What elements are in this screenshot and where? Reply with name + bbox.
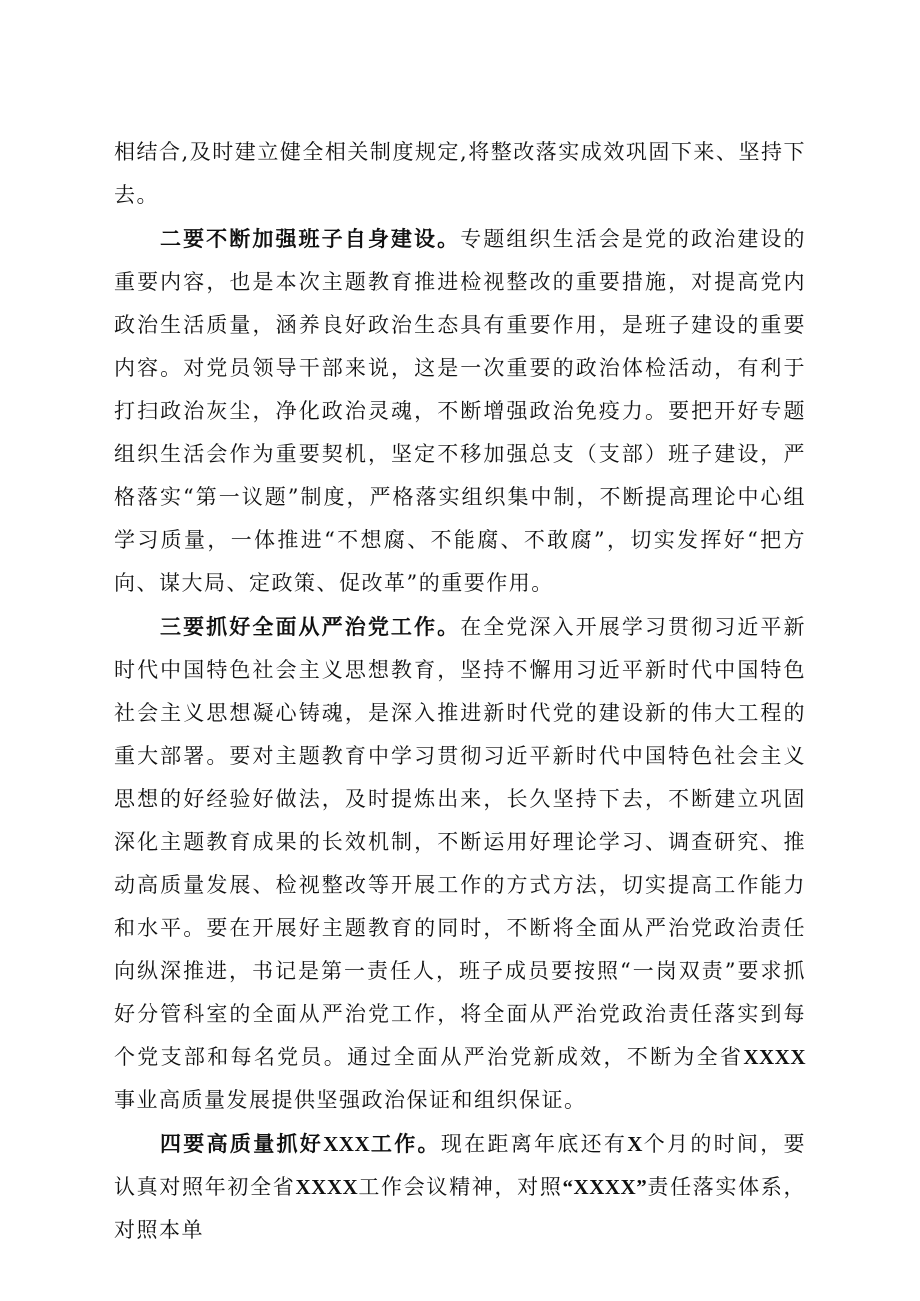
placeholder-code: “XXXX” bbox=[562, 1175, 648, 1199]
paragraph-text: 责任落实体系，对照本单 bbox=[114, 1175, 807, 1242]
paragraph-text: 相结合,及时建立健全相关制度规定,将整改落实成效巩固下来、坚持下去。 bbox=[114, 140, 806, 207]
paragraph-build-leadership-team bbox=[114, 217, 806, 605]
paragraph-quality-work bbox=[114, 1122, 806, 1252]
paragraph-heading: 四要高质量抓好 bbox=[160, 1131, 324, 1156]
placeholder-code: X bbox=[627, 1132, 643, 1156]
placeholder-code: XXXX bbox=[743, 1045, 806, 1069]
paragraph-text: 事业高质量发展提供坚强政治保证和组织保证。 bbox=[114, 1088, 587, 1112]
document-body bbox=[114, 131, 806, 1252]
placeholder-code: XXX bbox=[323, 1132, 371, 1156]
paragraph-text: 个月的时间，要认真对照年初全省 bbox=[114, 1132, 807, 1199]
paragraph-party-governance bbox=[114, 605, 806, 1122]
paragraph-heading: 三要抓好全面从严治党工作。 bbox=[160, 614, 461, 639]
paragraph-heading: 二要不断加强班子自身建设。 bbox=[160, 226, 461, 251]
paragraph-text: 现在距离年底还有 bbox=[440, 1132, 628, 1156]
placeholder-code: XXXX bbox=[295, 1175, 359, 1199]
paragraph-text: 工作会议精神，对照 bbox=[358, 1175, 563, 1199]
paragraph-heading: 工作。 bbox=[370, 1131, 441, 1156]
paragraph-continuation bbox=[114, 131, 806, 217]
paragraph-text: 在全党深入开展学习贯彻习近平新时代中国特色社会主义思想教育，坚持不懈用习近平新时代中国特色社会主义思想凝心铸魂，是深入推进新时代党的建设新的伟大工程的重大部署。要对主题教育中学习贯彻习近平新时代中国特色社会主义思想的好经验好做法，及时提炼出来，长久坚持下去，不断建立巩固深化主题教育成果的长效机制，不断运用好理论学习、调查研究、推动高质量发展、检视整改等开展工作的方式方法，切实提高工作能力和水平。要在开展好主题教育的同时，不断将全面从严治党政治责任向纵深推进，书记是第一责任人，班子成员要按照“一岗双责”要求抓好分管科室的全面从严治党工作，将全面从严治党政治责任落实到每个党支部和每名党员。通过全面从严治党新成效，不断为全省 bbox=[114, 615, 806, 1069]
paragraph-text: 专题组织生活会是党的政治建设的重要内容，也是本次主题教育推进检视整改的重要措施，对提高党内政治生活质量，涵养良好政治生态具有重要作用，是班子建设的重要内容。对党员领导干部来说，这是一次重要的政治体检活动，有利于打扫政治灰尘，净化政治灵魂，不断增强政治免疫力。要把开好专题组织生活会作为重要契机，坚定不移加强总支（支部）班子建设，严格落实“第一议题”制度，严格落实组织集中制，不断提高理论中心组学习质量，一体推进“不想腐、不能腐、不敢腐”，切实发挥好“把方向、谋大局、定政策、促改革”的重要作用。 bbox=[114, 227, 806, 595]
